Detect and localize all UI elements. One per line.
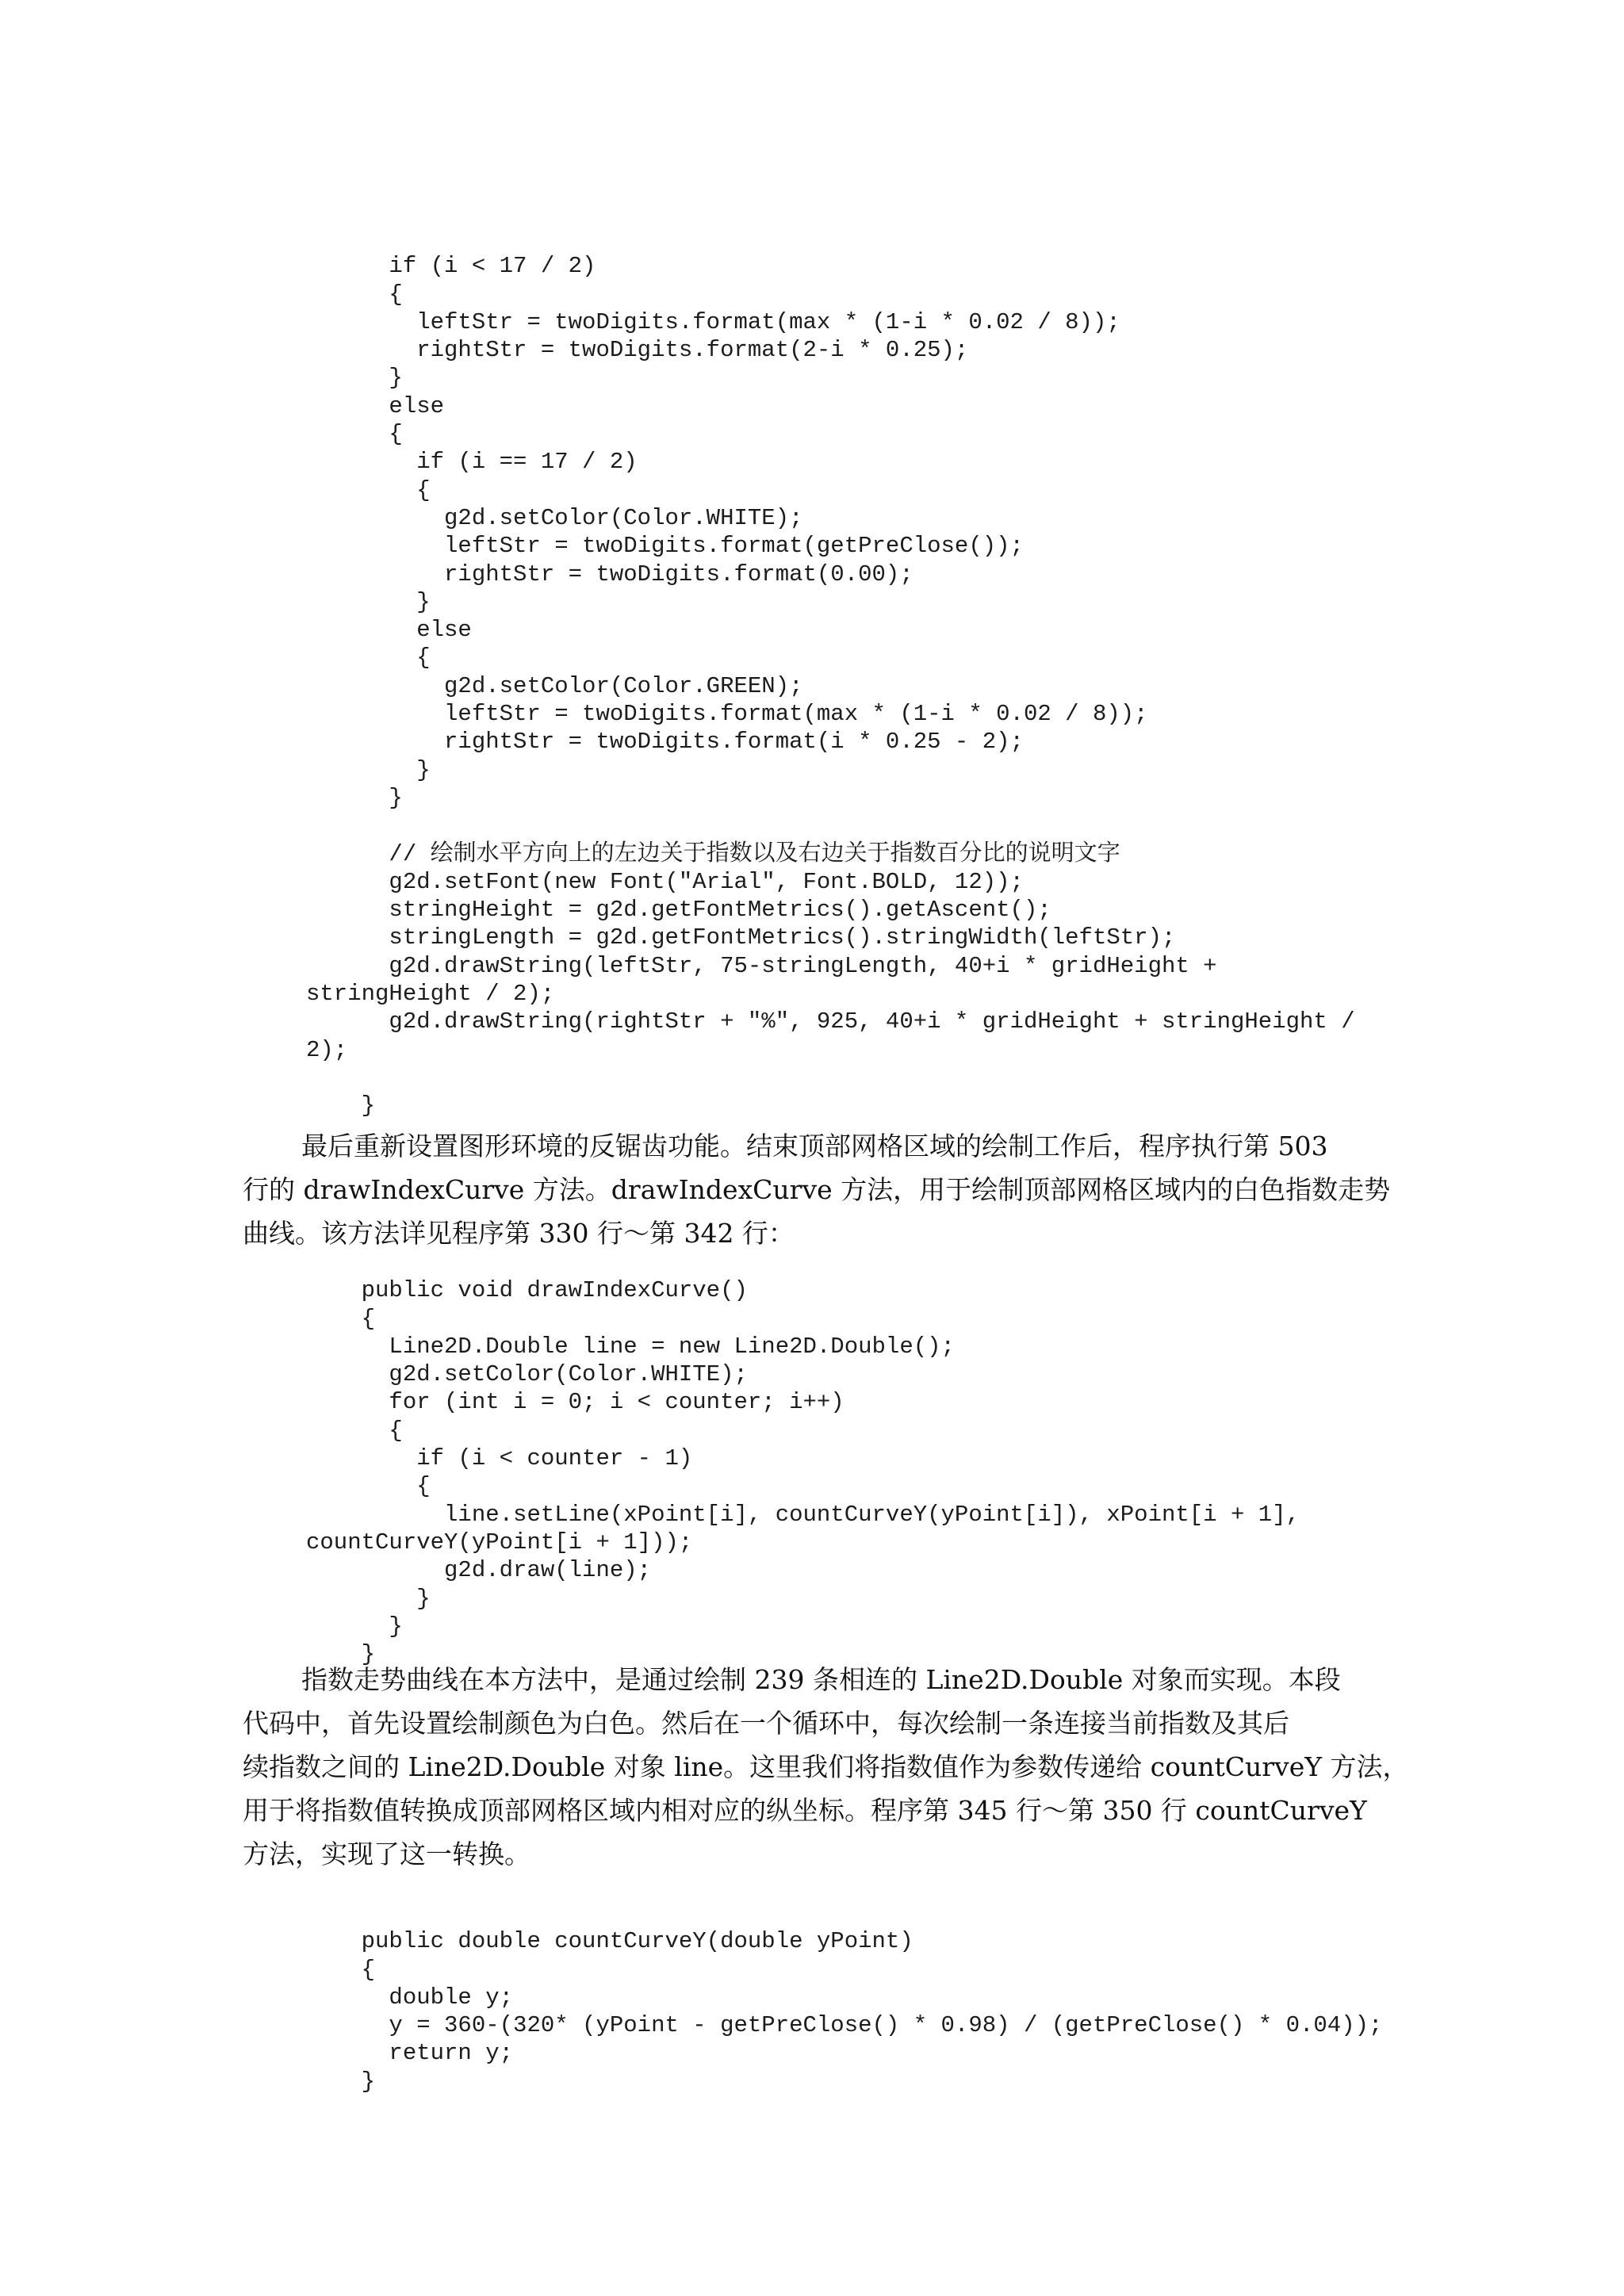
paragraph-line: 指数走势曲线在本方法中，是通过绘制 239 条相连的 Line2D.Double 对象而实现。本段 xyxy=(301,1664,1341,1695)
code-line: } xyxy=(306,756,431,783)
code-line: { xyxy=(306,645,431,672)
code-line: { xyxy=(306,421,403,448)
code-block-draw-index-curve xyxy=(306,1249,1300,1724)
code-line xyxy=(306,812,1355,840)
code-line: g2d.setColor(Color.WHITE); xyxy=(306,1361,748,1388)
code-line: stringLength = g2d.getFontMetrics().stringWidth(leftStr); xyxy=(306,924,1176,951)
code-line: g2d.setFont(new Font("Arial", Font.BOLD, 12)); xyxy=(306,868,1024,895)
code-line: double y; xyxy=(306,1984,514,2011)
paragraph-line: 代码中，首先设置绘制颜色为白色。然后在一个循环中，每次绘制一条连接当前指数及其后 xyxy=(243,1708,1289,1739)
paragraph-line: 曲线。该方法详见程序第 330 行～第 342 行： xyxy=(243,1218,795,1249)
code-line: leftStr = twoDigits.format(getPreClose()); xyxy=(306,533,1024,560)
paragraph-draw-index-curve-intro xyxy=(243,1124,1400,1255)
paragraph-line: 最后重新设置图形环境的反锯齿功能。结束顶部网格区域的绘制工作后，程序执行第 503 xyxy=(301,1131,1328,1161)
code-line: else xyxy=(306,392,445,419)
code-line: { xyxy=(306,1956,376,1983)
code-line: { xyxy=(306,476,431,503)
code-line: rightStr = twoDigits.format(0.00); xyxy=(306,561,914,587)
code-line: return y; xyxy=(306,2040,514,2067)
paragraph-line: 方法，实现了这一转换。 xyxy=(243,1839,530,1869)
paragraph-line: 用于将指数值转换成顶部网格区域内相对应的纵坐标。程序第 345 行～第 350 行 countCurveY xyxy=(243,1795,1367,1826)
paragraph-curve-explanation xyxy=(243,1658,1409,1876)
code-line: rightStr = twoDigits.format(i * 0.25 - 2); xyxy=(306,729,1024,756)
code-line: } xyxy=(306,588,431,615)
code-line: g2d.drawString(leftStr, 75-stringLength, 40+i * gridHeight + xyxy=(306,952,1217,979)
code-line: countCurveY(yPoint[i + 1])); xyxy=(306,1529,693,1556)
code-line: { xyxy=(306,281,403,308)
code-line: g2d.drawString(rightStr + "%", 925, 40+i * gridHeight + stringHeight / xyxy=(306,1008,1355,1035)
code-line: line.setLine(xPoint[i], countCurveY(yPoint[i]), xPoint[i + 1], xyxy=(306,1501,1300,1528)
code-block-count-curve-y xyxy=(306,1900,1382,2152)
code-line: leftStr = twoDigits.format(max * (1-i * 0.02 / 8)); xyxy=(306,308,1120,335)
code-line: if (i < 17 / 2) xyxy=(306,253,596,280)
code-line: y = 360-(320* (yPoint - getPreClose() * 0.98) / (getPreClose() * 0.04)); xyxy=(306,2012,1383,2039)
code-line: public void drawIndexCurve() xyxy=(306,1277,748,1304)
code-line: } xyxy=(306,1641,376,1668)
code-line: { xyxy=(306,1305,376,1332)
code-line: leftStr = twoDigits.format(max * (1-i * 0.02 / 8)); xyxy=(306,701,1148,728)
code-comment: // 绘制水平方向上的左边关于指数以及右边关于指数百分比的说明文字 xyxy=(306,840,1120,867)
code-line: g2d.draw(line); xyxy=(306,1557,652,1584)
code-line: stringHeight = g2d.getFontMetrics().getAscent(); xyxy=(306,897,1051,924)
code-line: { xyxy=(306,1473,431,1500)
code-line: } xyxy=(306,1585,431,1612)
code-line: rightStr = twoDigits.format(2-i * 0.25); xyxy=(306,337,969,364)
code-line: } xyxy=(306,784,403,811)
code-line: for (int i = 0; i < counter; i++) xyxy=(306,1389,845,1416)
code-block-label-loop xyxy=(306,224,1355,1176)
code-line: } xyxy=(306,1093,376,1119)
paragraph-line: 行的 drawIndexCurve 方法。drawIndexCurve 方法，用于绘制顶部网格区域内的白色指数走势 xyxy=(243,1174,1391,1205)
code-line: } xyxy=(306,2068,376,2095)
code-line: { xyxy=(306,1417,403,1444)
code-line: } xyxy=(306,365,403,392)
code-line: stringHeight / 2); xyxy=(306,981,555,1008)
code-line: g2d.setColor(Color.GREEN); xyxy=(306,672,803,699)
code-line: if (i < counter - 1) xyxy=(306,1445,693,1472)
code-line: else xyxy=(306,617,472,644)
code-line: Line2D.Double line = new Line2D.Double(); xyxy=(306,1333,955,1360)
code-line: g2d.setColor(Color.WHITE); xyxy=(306,504,803,531)
code-line: } xyxy=(306,1613,403,1640)
code-line xyxy=(306,1064,1355,1092)
code-line: public double countCurveY(double yPoint) xyxy=(306,1928,914,1955)
paragraph-line: 续指数之间的 Line2D.Double 对象 line。这里我们将指数值作为参数传递给 countCurveY 方法， xyxy=(243,1751,1409,1782)
code-line: if (i == 17 / 2) xyxy=(306,449,638,476)
code-line: 2); xyxy=(306,1036,348,1063)
